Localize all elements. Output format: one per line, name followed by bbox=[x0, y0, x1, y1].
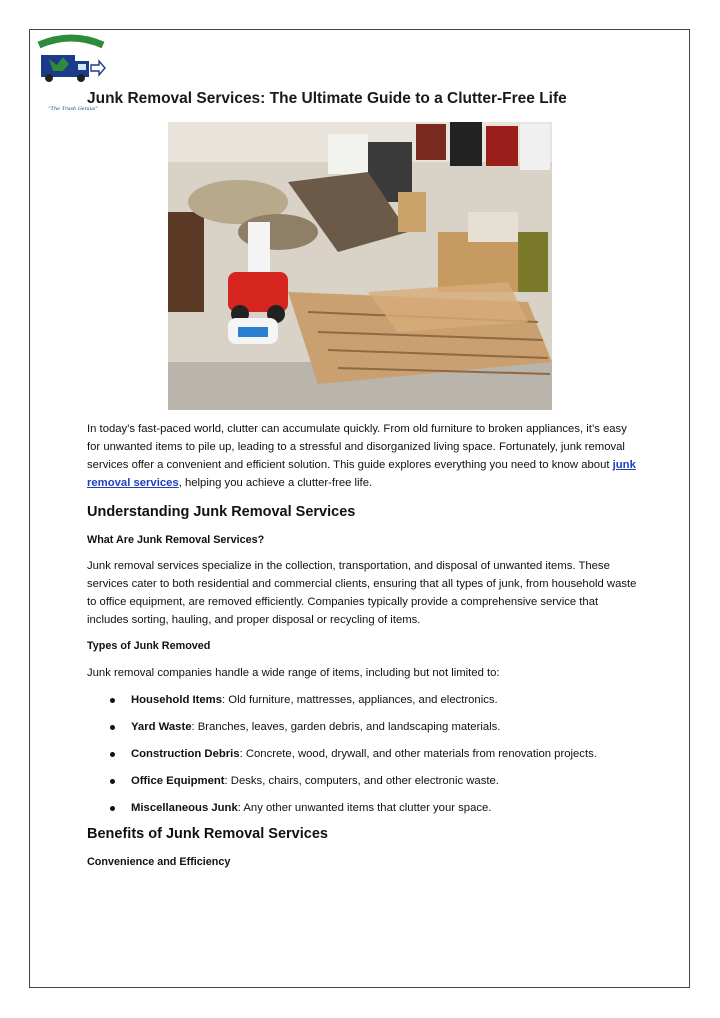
list-item-term: Office Equipment bbox=[131, 775, 225, 787]
list-item bbox=[87, 691, 642, 718]
intro-text: In today's fast-paced world, clutter can accumulate quickly. From old furniture to broken appliances, it’s easy for unwanted items to pile up, leading to a stressful and disorganized living space. Fortunately, junk removal services offer a convenient and efficient solution. This guide explores everything you need to know about bbox=[87, 423, 627, 471]
section-heading-understanding: Understanding Junk Removal Services bbox=[87, 504, 356, 520]
list-item bbox=[87, 745, 642, 772]
junk-truck-logo-icon bbox=[33, 31, 109, 89]
junk-removal-services-link[interactable]: junk removal services bbox=[87, 459, 636, 489]
page-title: Junk Removal Services: The Ultimate Guide to a Clutter-Free Life bbox=[87, 90, 567, 107]
hero-garage-clutter-image bbox=[168, 122, 552, 410]
intro-paragraph bbox=[87, 420, 642, 496]
list-item bbox=[87, 772, 642, 799]
subheading-types-removed: Types of Junk Removed bbox=[87, 640, 211, 652]
list-item-desc: : Desks, chairs, computers, and other electronic waste. bbox=[224, 775, 499, 787]
list-item-desc: : Concrete, wood, drywall, and other materials from renovation projects. bbox=[239, 748, 597, 760]
section-heading-benefits: Benefits of Junk Removal Services bbox=[87, 826, 328, 842]
subheading-what-are: What Are Junk Removal Services? bbox=[87, 534, 265, 546]
list-item-desc: : Any other unwanted items that clutter your space. bbox=[237, 802, 492, 814]
company-logo bbox=[33, 31, 109, 112]
list-item-desc: : Branches, leaves, garden debris, and landscaping materials. bbox=[191, 721, 501, 733]
list-item bbox=[87, 799, 642, 826]
bullet-icon bbox=[110, 779, 115, 784]
list-item-desc: : Old furniture, mattresses, appliances, and electronics. bbox=[222, 694, 498, 706]
bullet-icon bbox=[110, 725, 115, 730]
bullet-icon bbox=[110, 806, 115, 811]
subheading-convenience: Convenience and Efficiency bbox=[87, 856, 231, 868]
garage-clutter-illustration bbox=[168, 122, 552, 410]
list-item-term: Construction Debris bbox=[131, 748, 240, 760]
intro-text-end: , helping you achieve a clutter-free life. bbox=[178, 477, 373, 489]
list-item-term: Miscellaneous Junk bbox=[131, 802, 238, 814]
list-item-term: Yard Waste bbox=[131, 721, 192, 733]
bullet-icon bbox=[110, 752, 115, 757]
types-intro-paragraph: Junk removal companies handle a wide range of items, including but not limited to: bbox=[87, 667, 500, 679]
bullet-icon bbox=[110, 698, 115, 703]
junk-types-list bbox=[87, 691, 642, 826]
article-body bbox=[87, 420, 642, 870]
list-item-term: Household Items bbox=[131, 694, 223, 706]
logo-tagline: "The Trash Genius" bbox=[48, 106, 98, 112]
list-item bbox=[87, 718, 642, 745]
what-are-paragraph: Junk removal services specialize in the collection, transportation, and disposal of unwanted items. These services cater to both residential and commercial clients, ensuring that all types of junk, from household waste to office equipment, are removed efficiently. Companies typically provide a comprehensive service that includes sorting, hauling, and proper disposal or recycling of items. bbox=[87, 560, 637, 626]
